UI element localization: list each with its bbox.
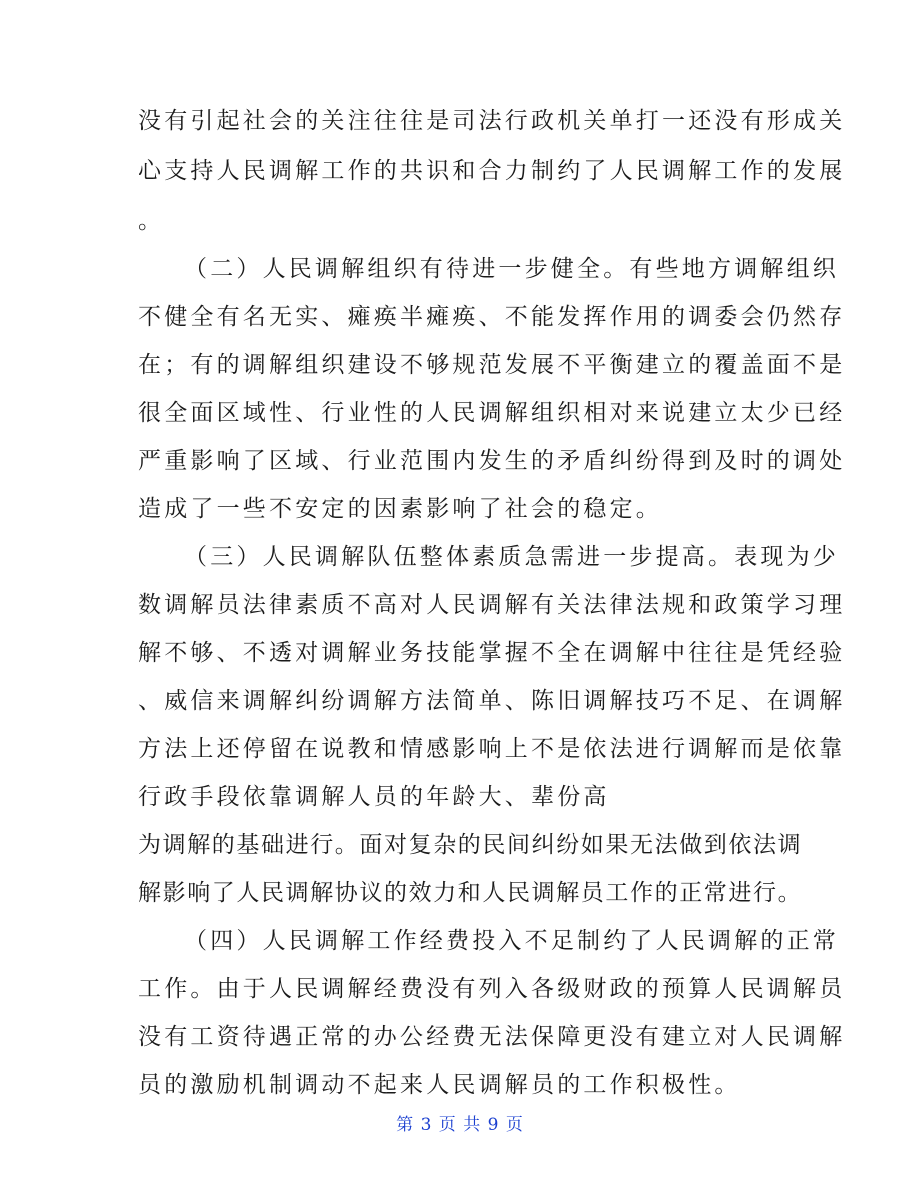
- text-line: 员的激励机制调动不起来人民调解员的工作积极性。: [138, 1072, 741, 1098]
- text-line: 在；有的调解组织建设不够规范发展不平衡建立的覆盖面不是: [138, 352, 846, 378]
- paragraph-heading-3: （三）人民调解队伍整体素质急需进一步提高。表现为少: [184, 544, 839, 570]
- page-number-footer: 第 3 页 共 9 页: [396, 1115, 524, 1135]
- text-line: 行政手段依靠调解人员的年龄大、辈份高: [138, 784, 610, 810]
- text-line: 造成了一些不安定的因素影响了社会的稳定。: [138, 496, 662, 522]
- text-line: 没有引起社会的关注往往是司法行政机关单打一还没有形成关: [138, 108, 846, 134]
- text-line: 数调解员法律素质不高对人民调解有关法律法规和政策学习理: [138, 592, 846, 618]
- text-line: 很全面区域性、行业性的人民调解组织相对来说建立太少已经: [138, 400, 846, 426]
- text-line: 不健全有名无实、瘫痪半瘫痪、不能发挥作用的调委会仍然存: [138, 304, 846, 330]
- text-line: 解不够、不透对调解业务技能掌握不全在调解中往往是凭经验: [138, 640, 846, 666]
- text-line: 工作。由于人民调解经费没有列入各级财政的预算人民调解员: [138, 976, 846, 1002]
- text-line: 解影响了人民调解协议的效力和人民调解员工作的正常进行。: [138, 880, 803, 906]
- text-line: 方法上还停留在说教和情感影响上不是依法进行调解而是依靠: [138, 736, 846, 762]
- text-line: 、威信来调解纠纷调解方法简单、陈旧调解技巧不足、在调解: [138, 688, 846, 714]
- text-line: 没有工资待遇正常的办公经费无法保障更没有建立对人民调解: [138, 1024, 846, 1050]
- paragraph-heading-2: （二）人民调解组织有待进一步健全。有些地方调解组织: [184, 256, 839, 282]
- text-line: 。: [138, 208, 165, 234]
- text-line: 为调解的基础进行。面对复杂的民间纠纷如果无法做到依法调: [138, 832, 803, 858]
- text-line: 心支持人民调解工作的共识和合力制约了人民调解工作的发展: [138, 158, 846, 184]
- text-line: 严重影响了区域、行业范围内发生的矛盾纠纷得到及时的调处: [138, 448, 846, 474]
- paragraph-heading-4: （四）人民调解工作经费投入不足制约了人民调解的正常: [184, 928, 839, 954]
